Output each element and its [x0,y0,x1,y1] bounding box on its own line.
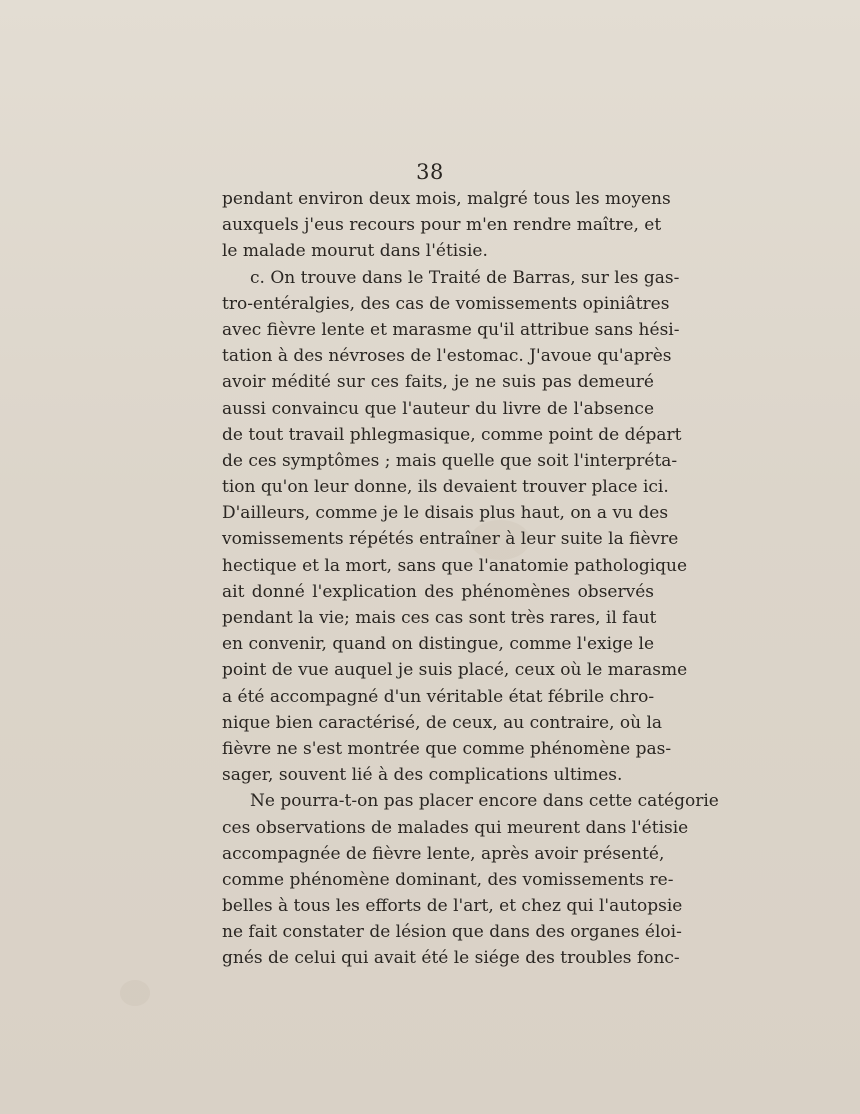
text-line: Ne pourra-t-on pas placer encore dans cette catégorie [250,791,719,812]
text-line: de tout travail phlegmasique, comme point de départ [222,424,682,445]
text-line: D'ailleurs, comme je le disais plus haut, on a vu des [222,503,669,524]
text-line: gnés de celui qui avait été le siége des troubles fonc- [222,948,680,969]
text-line: ne fait constater de lésion que dans des organes éloi- [222,922,682,943]
text-line: ait donné l'explication des phénomènes observés [222,581,654,602]
text-line: sager, souvent lié à des complications ultimes. [222,765,623,786]
text-line: point de vue auquel je suis placé, ceux où le marasme [222,660,688,681]
text-line: pendant la vie; mais ces cas sont très rares, il faut [222,608,657,628]
text-line: auxquels j'eus recours pour m'en rendre maître, et [222,215,662,236]
text-line: ces observations de malades qui meurent dans l'étisie [222,817,689,838]
text-line: pendant environ deux mois, malgré tous les moyens [222,189,671,209]
text-line: belles à tous les efforts de l'art, et chez qui l'autopsie [222,896,683,917]
text-line: tion qu'on leur donne, ils devaient trouver place ici. [222,477,669,498]
text-line: hectique et la mort, sans que l'anatomie pathologique [222,555,688,576]
text-line: tation à des névroses de l'estomac. J'avoue qu'après [222,346,672,367]
text-line: a été accompagné d'un véritable état fébrile chro- [222,686,655,707]
text-line: avec fièvre lente et marasme qu'il attribue sans hési- [222,319,680,340]
text-line: vomissements répétés entraîner à leur suite la fièvre [222,529,679,550]
text-line: fièvre ne s'est montrée que comme phénomène pas- [222,738,672,759]
page-number: 38 [416,160,444,184]
text-line: aussi convaincu que l'auteur du livre de l'absence [222,398,654,419]
text-line: nique bien caractérisé, de ceux, au contraire, où la [222,712,663,733]
body-text [222,186,719,972]
text-line: en convenir, quand on distingue, comme l'exige le [222,634,654,655]
text-line: le malade mourut dans l'étisie. [222,241,488,262]
text-line: accompagnée de fièvre lente, après avoir présenté, [222,843,665,864]
text-line: c. On trouve dans le Traité de Barras, sur les gas- [250,267,680,288]
text-line: comme phénomène dominant, des vomissements re- [222,869,674,890]
text-line: tro-entéralgies, des cas de vomissements opiniâtres [222,293,670,314]
text-line: avoir médité sur ces faits, je ne suis pas demeuré [222,372,654,393]
text-line: de ces symptômes ; mais quelle que soit l'interpréta- [222,450,678,471]
paper-stain [120,980,150,1006]
